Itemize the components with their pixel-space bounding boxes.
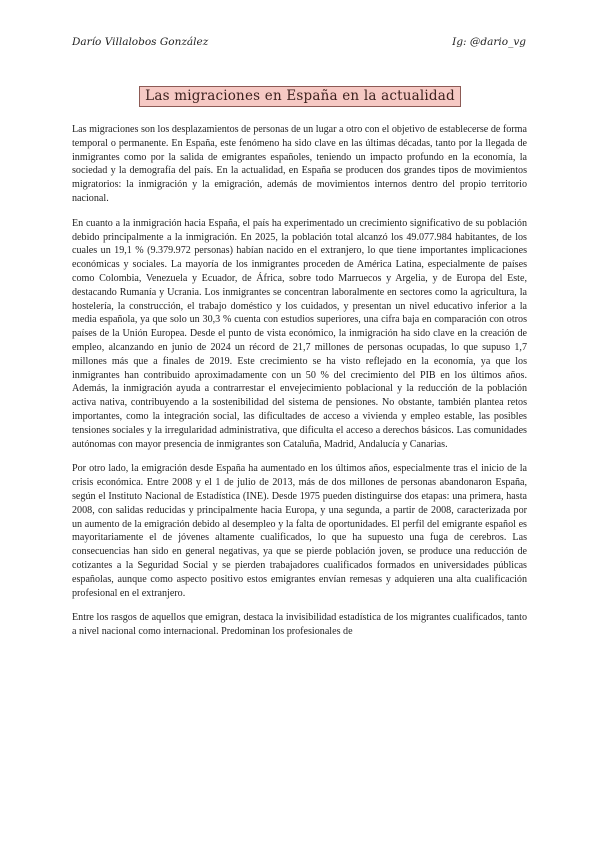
- document-title: Las migraciones en España en la actualidad: [139, 86, 461, 107]
- paragraph-intro: Las migraciones son los desplazamientos de personas de un lugar a otro con el objetivo de establecerse de forma temporal o permanente. En España, este fenómeno ha sido clave en las últimas décadas, tanto por la llegada de inmigrantes como por la salida de emigrantes españoles, teniendo un impacto profundo en la economía, la sociedad y la demografía del país. En la actualidad, en España se producen dos grandes tipos de movimientos migratorios: la inmigración y la emigración, además de movimientos internos dentro del propio territorio nacional.: [72, 124, 527, 204]
- header-author: Darío Villalobos González: [72, 36, 209, 48]
- title-container: [0, 86, 600, 107]
- document-body: [72, 123, 527, 650]
- header-social-handle: Ig: @dario_vg: [452, 36, 526, 48]
- paragraph-inmigracion: En cuanto a la inmigración hacia España, el país ha experimentado un crecimiento significativo de su población debido principalmente a la inmigración. En 2025, la población total alcanzó los 49.077.984 habitantes, de los cuales un 19,1 % (9.379.972 personas) habían nacido en el extranjero, lo que tiene importantes implicaciones económicas y sociales. La mayoría de los inmigrantes proceden de América Latina, especialmente de países como Colombia, Venezuela y Ecuador, de África, sobre todo Marruecos y Argelia, y de Europa del Este, destacando Rumanía y Ucrania. Los inmigrantes se concentran laboralmente en sectores como la agricultura, la hostelería, la construcción, el trabajo doméstico y los cuidados, y presentan un nivel educativo inferior a la media española, ya que solo un 30,3 % cuenta con estudios superiores, una cifra baja en comparación con otros países de la Unión Europea. Desde el punto de vista económico, la inmigración ha sido clave en la creación de empleo, alcanzando en junio de 2024 un récord de 21,7 millones de personas ocupadas, lo que supuso 1,7 millones más que a finales de 2019. Este crecimiento se ha visto reflejado en la economía, ya que los inmigrantes han contribuido aproximadamente con un 50 % del crecimiento del PIB en los últimos años. Además, la inmigración ayuda a contrarrestar el envejecimiento poblacional y la reducción de la población activa nativa, contribuyendo a la sostenibilidad del sistema de pensiones. No obstante, también plantea retos importantes, como la integración social, las dificultades de acceso a vivienda y empleo estable, las posibles tensiones sociales y la irregularidad administrativa, que dificulta el acceso a derechos básicos. Las comunidades autónomas con mayor presencia de inmigrantes son Cataluña, Madrid, Andalucía y Canarias.: [72, 217, 527, 450]
- paragraph-emigracion: Por otro lado, la emigración desde España ha aumentado en los últimos años, especialmente tras el inicio de la crisis económica. Entre 2008 y el 1 de julio de 2013, más de dos millones de personas abandonaron España, según el Instituto Nacional de Estadística (INE). Desde 1975 pueden distinguirse dos etapas: una primera, hasta 2008, con salidas reducidas y principalmente hacia Europa, y una segunda, a partir de 2008, caracterizada por un aumento de la emigración debido al desempleo y la falta de oportunidades. El perfil del emigrante español es mayoritariamente el de jóvenes altamente cualificados, lo que ha supuesto una fuga de cerebros. Las consecuencias han sido en general negativas, ya que se pierde población joven, se produce una reducción de cotizantes a la Seguridad Social y se pierden trabajadores cualificados formados en universidades públicas españolas, aunque como aspecto positivo estos emigrantes envían remesas y adquieren una alta cualificación profesional en el extranjero.: [72, 463, 527, 599]
- paragraph-rasgos: Entre los rasgos de aquellos que emigran, destaca la invisibilidad estadística de los migrantes cualificados, tanto a nivel nacional como internacional. Predominan los profesionales de: [72, 612, 527, 638]
